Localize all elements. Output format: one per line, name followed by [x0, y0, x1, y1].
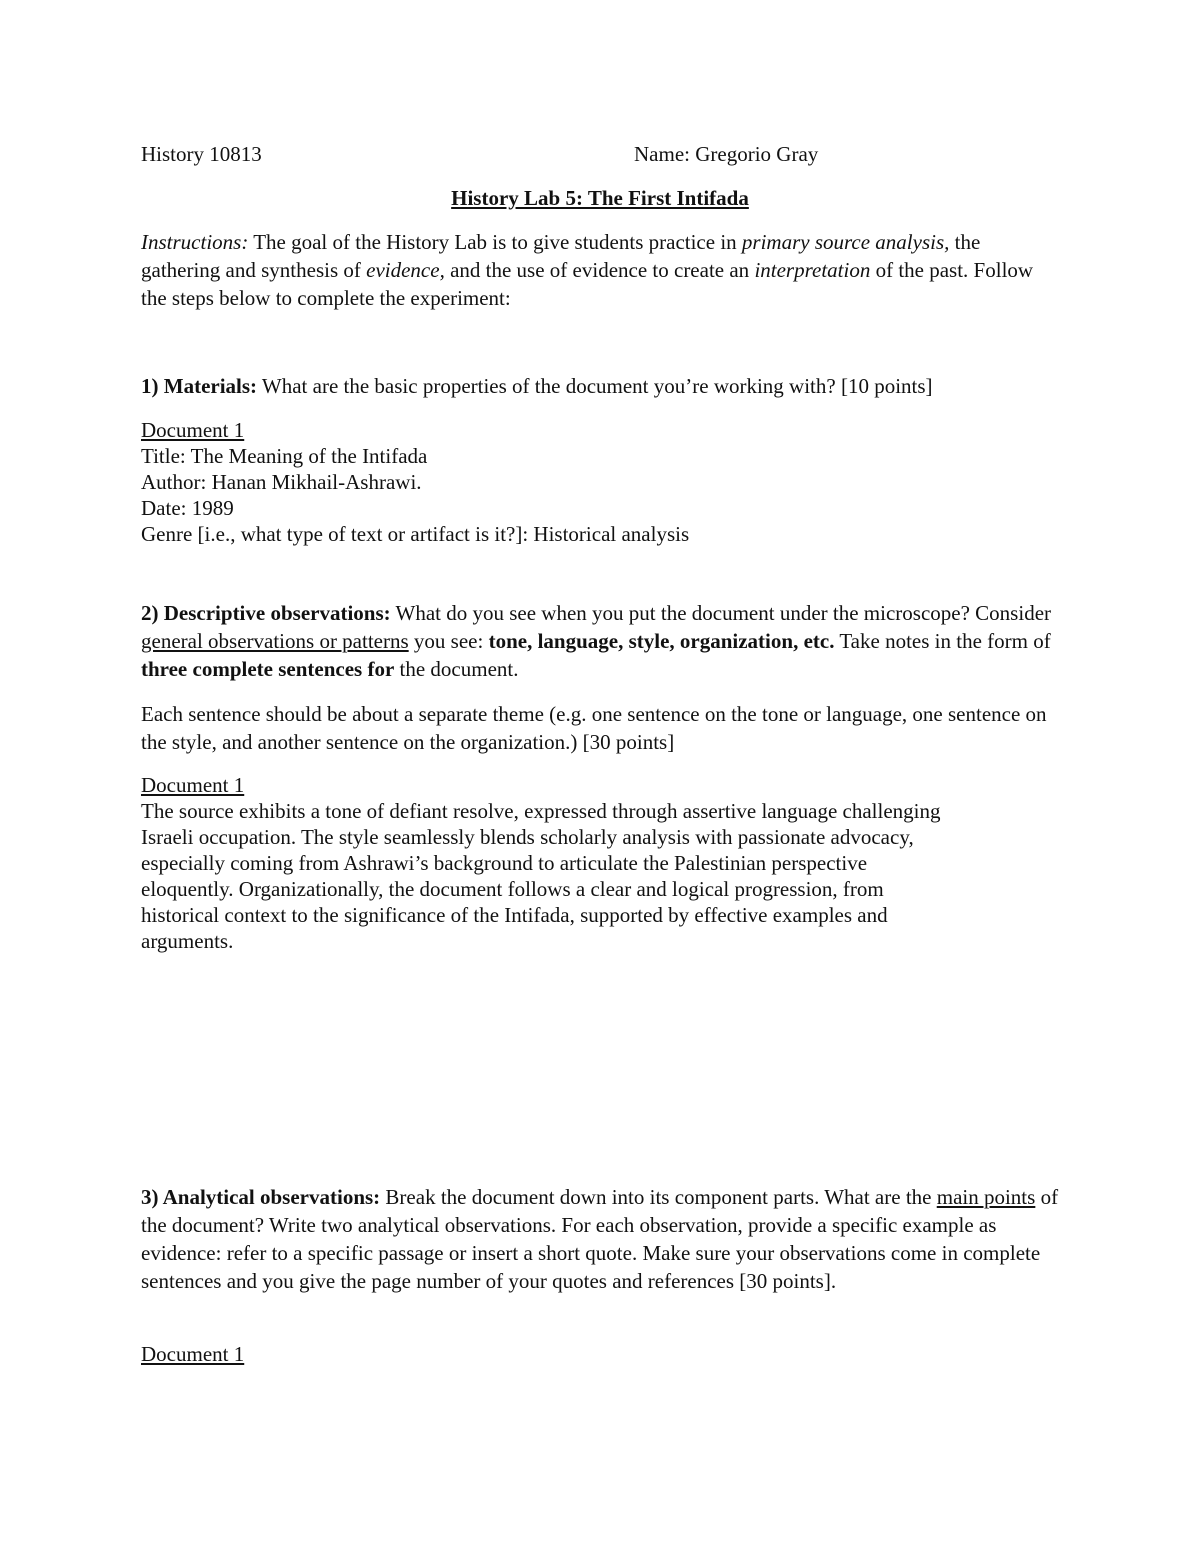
section1-number: 1): [141, 374, 164, 398]
section3-text-2: of the document? Write two analytical observations. For each observation, provide a specific example as evidence: refer to a specific passage or insert a short quote. Make sure your observations come in complete sentences and you give the page number of your quotes and references [30 points].: [141, 1185, 1059, 1293]
section2-text-3: Take notes in the form of: [834, 629, 1051, 653]
section2-text-2: you see:: [408, 629, 489, 653]
course-label: History 10813: [141, 142, 262, 166]
section3-heading: Analytical observations:: [162, 1185, 381, 1209]
instructions-text-1: The goal of the History Lab is to give students practice in: [248, 230, 742, 254]
section1-heading: Materials:: [163, 374, 258, 398]
section3-underline: main points: [936, 1185, 1036, 1209]
section2-number: 2): [141, 601, 164, 625]
section2-paragraph2: Each sentence should be about a separate theme (e.g. one sentence on the tone or language, one sentence on the style, and another sentence on the organization.) [30 points]: [141, 702, 1047, 754]
instructions-text-4: of the past. Follow the steps below to complete the experiment:: [141, 258, 1034, 310]
section2-text-1: What do you see when you put the document under the microscope? Consider: [390, 601, 1052, 625]
section3-prompt: [141, 1183, 1061, 1295]
answer-line: especially coming from Ashrawi’s background to articulate the Palestinian perspective: [141, 851, 868, 875]
section2-underline: general observations or patterns: [141, 629, 409, 653]
instructions-paragraph: [141, 228, 1061, 312]
section2-bold-2: three complete sentences for: [141, 657, 395, 681]
page-title: History Lab 5: The First Intifada: [451, 186, 749, 210]
section3-answer: [141, 1341, 1061, 1367]
section3-text-1: Break the document down into its component parts. What are the: [380, 1185, 937, 1209]
answer-line: arguments.: [141, 929, 234, 953]
instructions-label: Instructions:: [141, 230, 249, 254]
answer-line: Israeli occupation. The style seamlessly blends scholarly analysis with passionate advocacy,: [141, 825, 914, 849]
section2-bold-1: tone, language, style, organization, etc.: [488, 629, 835, 653]
section2-heading: Descriptive observations:: [163, 601, 391, 625]
section1-document-label: Document 1: [141, 418, 245, 442]
document-title-line: Title: The Meaning of the Intifada: [141, 444, 428, 468]
instructions-text-2: the gathering and synthesis of: [141, 230, 981, 282]
instructions-emphasis-2: evidence,: [366, 258, 445, 282]
document-date-line: Date: 1989: [141, 496, 234, 520]
instructions-text-3: and the use of evidence to create an: [444, 258, 755, 282]
section2-text-4: the document.: [394, 657, 519, 681]
instructions-emphasis-1: primary source analysis,: [741, 230, 950, 254]
answer-line: eloquently. Organizationally, the document follows a clear and logical progression, from: [141, 877, 884, 901]
document-author-line: Author: Hanan Mikhail-Ashrawi.: [141, 470, 422, 494]
section2-document-label: Document 1: [141, 773, 245, 797]
section1-prompt-text: What are the basic properties of the document you’re working with? [10 points]: [257, 374, 933, 398]
answer-line: historical context to the significance of the Intifada, supported by effective examples and: [141, 903, 888, 927]
instructions-emphasis-3: interpretation: [754, 258, 871, 282]
section2-prompt: [141, 599, 1061, 683]
section3-number: 3): [141, 1185, 163, 1209]
section1-prompt: [141, 372, 1061, 400]
section3-document-label: Document 1: [141, 1342, 245, 1366]
section1-answer: [141, 417, 1061, 547]
section2-answer: [141, 772, 1061, 954]
document-genre-line: Genre [i.e., what type of text or artifact is it?]: Historical analysis: [141, 522, 690, 546]
student-name: Name: Gregorio Gray: [634, 142, 819, 166]
answer-line: The source exhibits a tone of defiant resolve, expressed through assertive language challenging: [141, 799, 941, 823]
